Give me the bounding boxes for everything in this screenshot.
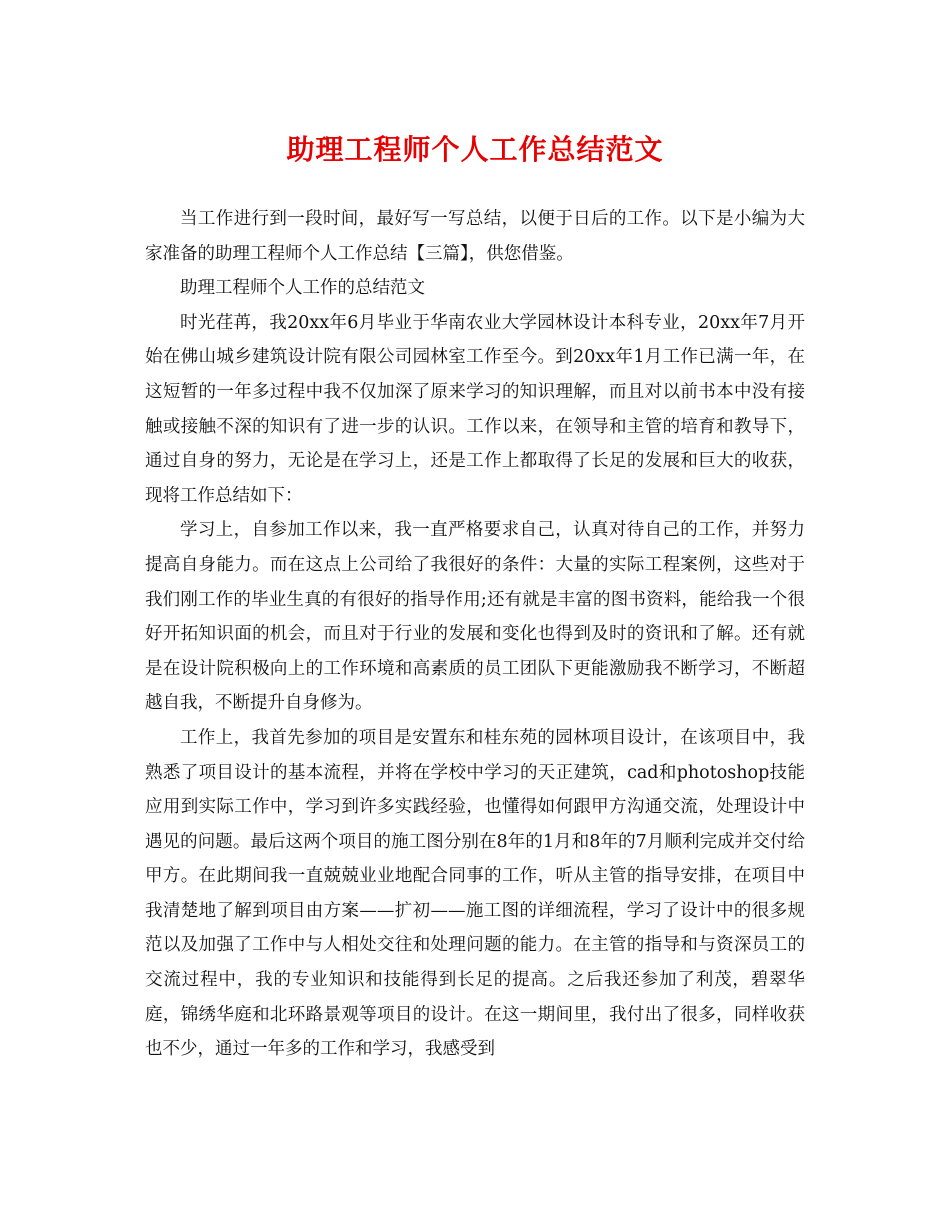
document-body bbox=[145, 202, 805, 1067]
document-title: 助理工程师个人工作总结范文 bbox=[286, 133, 664, 166]
paragraph-intro: 当工作进行到一段时间，最好写一写总结，以便于日后的工作。以下是小编为大家准备的助理工程师个人工作总结【三篇】，供您借鉴。 bbox=[145, 209, 805, 264]
paragraph-study: 学习上，自参加工作以来，我一直严格要求自己，认真对待自己的工作，并努力提高自身能力。而在这点上公司给了我很好的条件：大量的实际工程案例，这些对于我们刚工作的毕业生真的有很好的指导作用;还有就是丰富的图书资料，能给我一个很好开拓知识面的机会，而且对于行业的发展和变化也得到及时的资讯和了解。还有就是在设计院积极向上的工作环境和高素质的员工团队下更能激励我不断学习，不断超越自我，不断提升自身修为。 bbox=[145, 520, 805, 714]
section-heading: 助理工程师个人工作的总结范文 bbox=[180, 278, 425, 299]
paragraph-work: 工作上，我首先参加的项目是安置东和桂东苑的园林项目设计，在该项目中，我熟悉了项目设计的基本流程，并将在学校中学习的天正建筑，cad和photoshop技能应用到实际工作中，学习到许多实践经验，也懂得如何跟甲方沟通交流，处理设计中遇见的问题。最后这两个项目的施工图分别在8年的1月和8年的7月顺利完成并交付给甲方。在此期间我一直兢兢业业地配合同事的工作，听从主管的指导安排，在项目中我清楚地了解到项目由方案——扩初——施工图的详细流程，学习了设计中的很多规范以及加强了工作中与人相处交往和处理问题的能力。在主管的指导和与资深员工的交流过程中，我的专业知识和技能得到长足的提高。之后我还参加了利茂，碧翠华庭，锦绣华庭和北环路景观等项目的设计。在这一期间里，我付出了很多，同样收获也不少，通过一年多的工作和学习，我感受到 bbox=[145, 727, 805, 1060]
paragraph-background: 时光荏苒，我20xx年6月毕业于华南农业大学园林设计本科专业，20xx年7月开始在佛山城乡建筑设计院有限公司园林室工作至今。到20xx年1月工作已满一年，在这短暂的一年多过程中我不仅加深了原来学习的知识理解，而且对以前书本中没有接触或接触不深的知识有了进一步的认识。工作以来，在领导和主管的培育和教导下，通过自身的努力，无论是在学习上，还是工作上都取得了长足的发展和巨大的收获，现将工作总结如下： bbox=[145, 312, 805, 506]
